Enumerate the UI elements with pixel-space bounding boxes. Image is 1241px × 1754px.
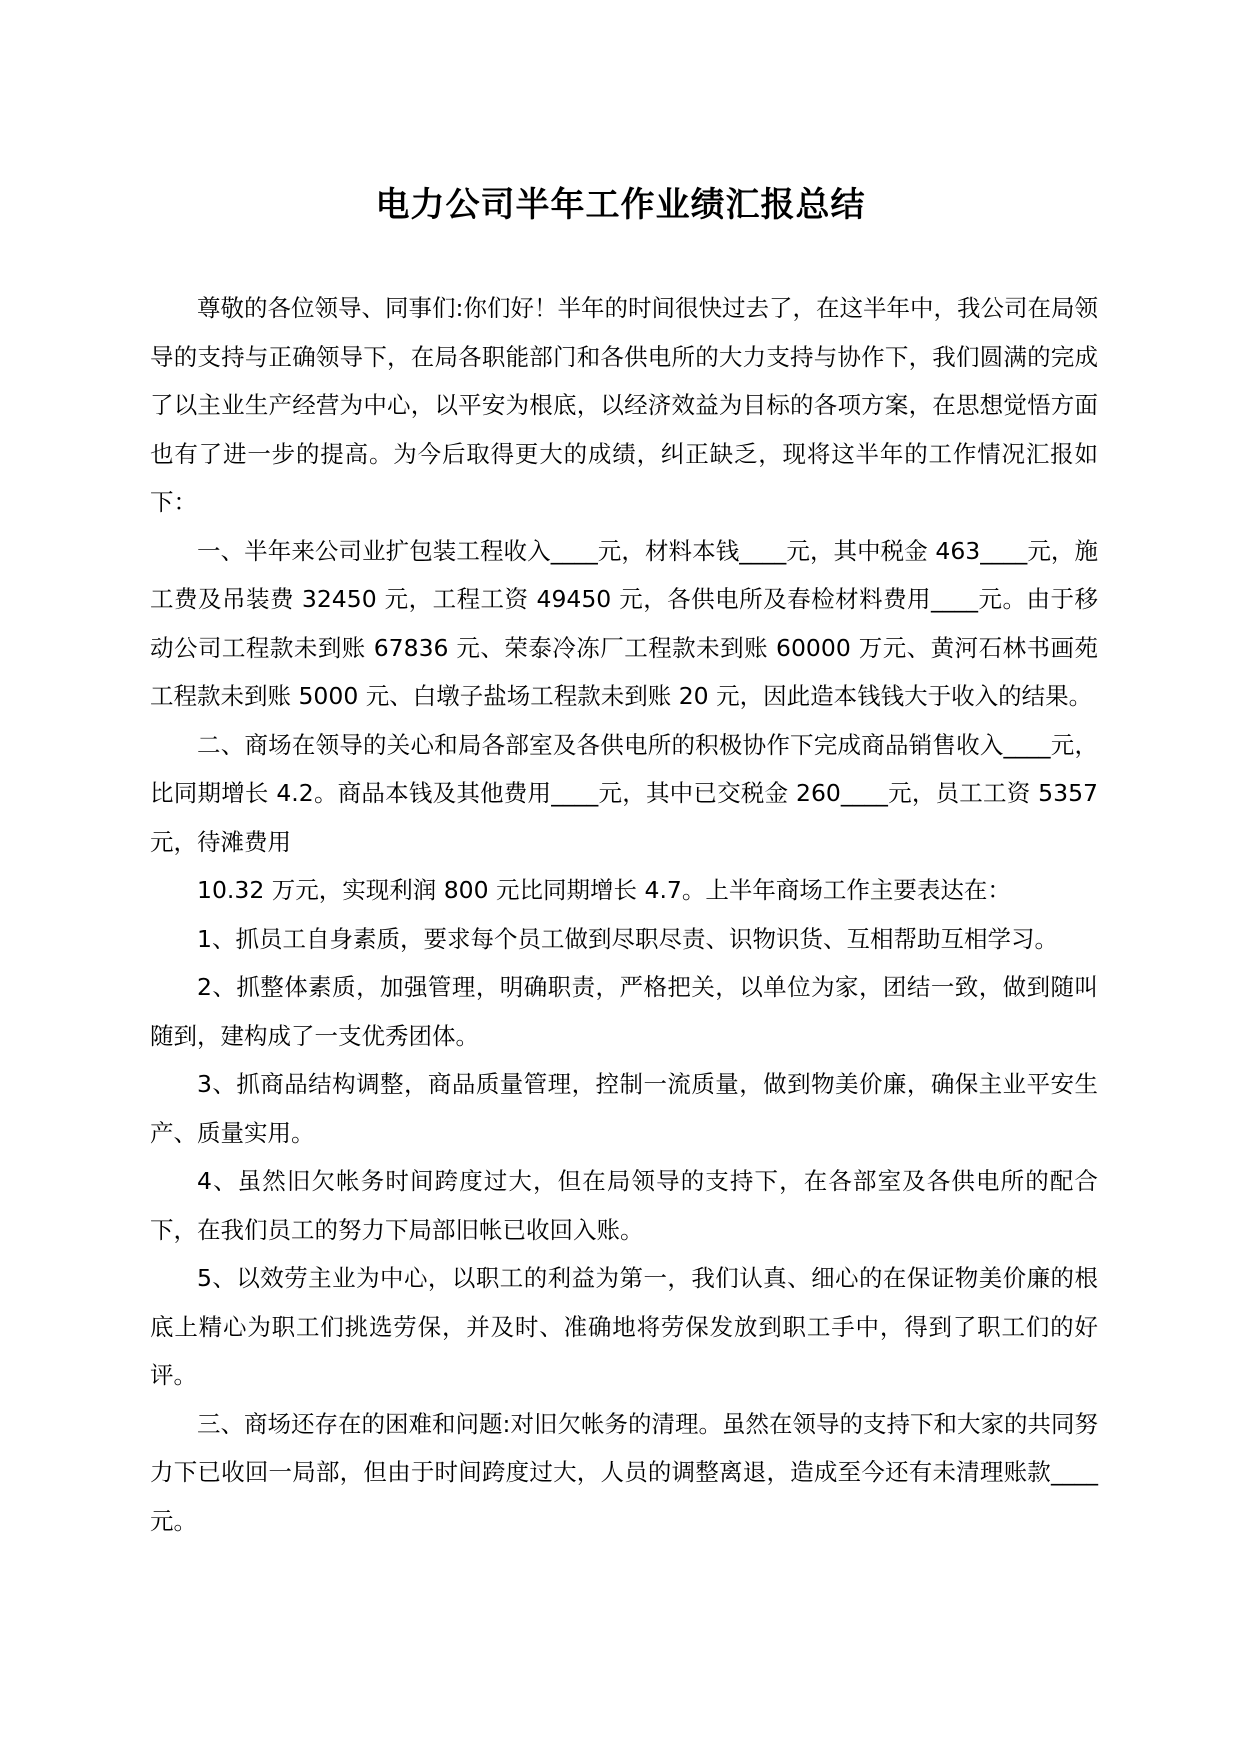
paragraph-item-1: 1、抓员工自身素质，要求每个员工做到尽职尽责、识物识货、互相帮助互相学习。 bbox=[197, 924, 1058, 953]
paragraph-section-three: 三、商场还存在的困难和问题:对旧欠帐务的清理。虽然在领导的支持下和大家的共同努力下已收回一局部，但由于时间跨度过大，人员的调整离退，造成至今还有未清理账款____元。 bbox=[150, 1409, 1098, 1535]
paragraph-section-two: 二、商场在领导的关心和局各部室及各供电所的积极协作下完成商品销售收入____元，比同期增长 4.2。商品本钱及其他费用____元，其中已交税金 260____元，员工工资 5357元，待滩费用 bbox=[150, 730, 1098, 856]
paragraph-item-4: 4、虽然旧欠帐务时间跨度过大，但在局领导的支持下，在各部室及各供电所的配合下，在我们员工的努力下局部旧帐已收回入账。 bbox=[150, 1167, 1098, 1244]
paragraph-item-2: 2、抓整体素质，加强管理，明确职责，严格把关，以单位为家，团结一致，做到随叫随到，建构成了一支优秀团体。 bbox=[150, 973, 1098, 1050]
paragraph-section-one: 一、半年来公司业扩包装工程收入____元，材料本钱____元，其中税金 463____元，施工费及吊装费 32450 元，工程工资 49450 元，各供电所及春检材料费用____元。由于移动公司工程款未到账 67836 元、荣泰冷冻厂工程款未到账 60000 万元、黄河石林书画苑工程款未到账 5000 元、白墩子盐场工程款未到账 20 元，因此造本钱钱大于收入的结果。 bbox=[150, 536, 1098, 710]
document-body bbox=[150, 284, 1098, 1545]
document-title: 电力公司半年工作业绩汇报总结 bbox=[375, 184, 866, 225]
paragraph-greeting: 尊敬的各位领导、同事们:你们好！半年的时间很快过去了，在这半年中，我公司在局领导的支持与正确领导下，在局各职能部门和各供电所的大力支持与协作下，我们圆满的完成了以主业生产经营为中心，以平安为根底，以经济效益为目标的各项方案，在思想觉悟方面也有了进一步的提高。为今后取得更大的成绩，纠正缺乏，现将这半年的工作情况汇报如下： bbox=[150, 294, 1098, 516]
paragraph-item-5: 5、以效劳主业为中心，以职工的利益为第一，我们认真、细心的在保证物美价廉的根底上精心为职工们挑选劳保，并及时、准确地将劳保发放到职工手中，得到了职工们的好评。 bbox=[150, 1264, 1098, 1389]
paragraph-item-3: 3、抓商品结构调整，商品质量管理，控制一流质量，做到物美价廉，确保主业平安生产、质量实用。 bbox=[150, 1070, 1098, 1147]
paragraph-section-two-continued: 10.32 万元，实现利润 800 元比同期增长 4.7。上半年商场工作主要表达在： bbox=[197, 876, 1011, 904]
